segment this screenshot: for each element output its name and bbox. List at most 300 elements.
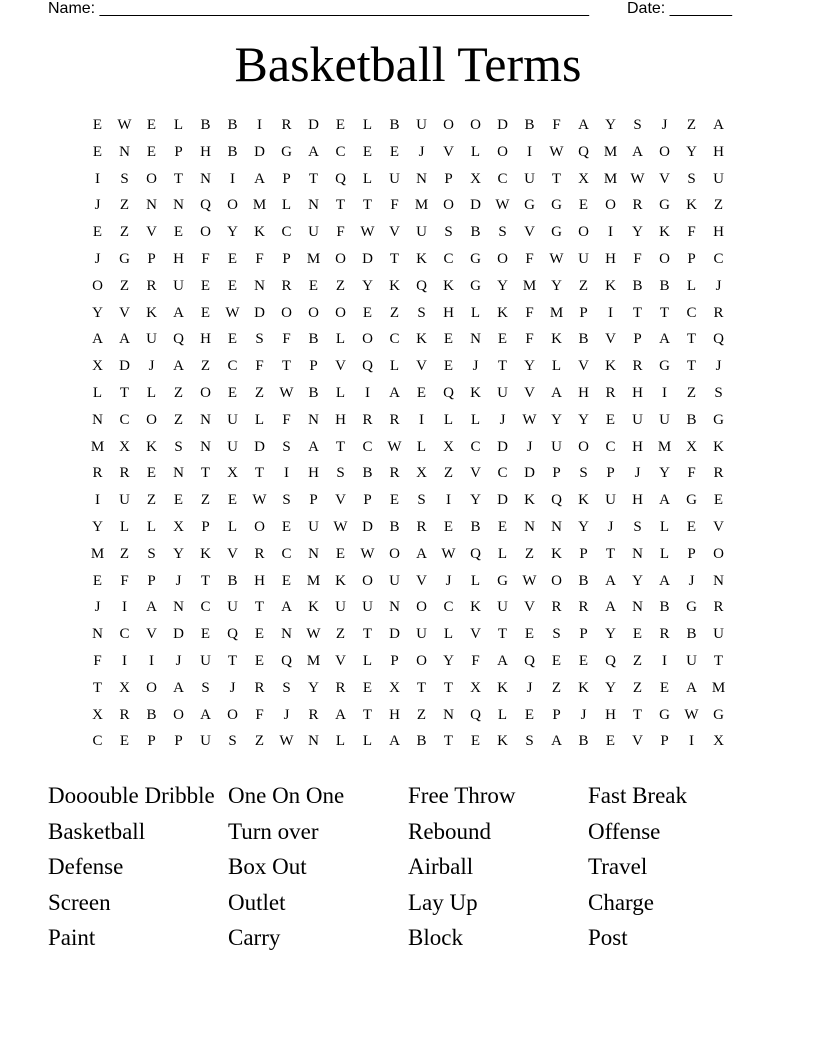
grid-letter: P — [552, 465, 561, 482]
grid-letter: V — [470, 626, 481, 643]
grid-letter: N — [254, 277, 265, 294]
grid-letter: O — [200, 384, 211, 401]
grid-letter: E — [524, 706, 535, 723]
grid-letter: I — [689, 733, 694, 750]
grid-letter: A — [551, 384, 562, 401]
grid-letter: E — [605, 733, 616, 750]
grid-letter: P — [282, 170, 291, 187]
grid-letter: O — [443, 197, 454, 214]
grid-letter: L — [443, 411, 454, 428]
grid-letter: I — [446, 492, 451, 509]
grid-letter: O — [416, 652, 427, 669]
grid-letter: T — [200, 572, 211, 589]
grid-letter: H — [632, 384, 643, 401]
grid-letter: Q — [578, 143, 589, 160]
grid-letter: R — [362, 411, 373, 428]
grid-letter: P — [633, 331, 642, 348]
grid-letter: R — [281, 117, 292, 133]
grid-letter: E — [308, 277, 319, 294]
grid-letter: E — [227, 250, 238, 267]
grid-letter: E — [92, 572, 103, 589]
grid-letter: B — [389, 518, 400, 535]
grid-letter: S — [525, 733, 534, 750]
grid-letter: U — [146, 331, 157, 348]
grid-letter: L — [362, 117, 373, 133]
grid-letter: L — [92, 384, 103, 401]
grid-letter: Z — [551, 679, 562, 696]
grid-letter: E — [92, 143, 103, 160]
grid-letter: A — [308, 143, 319, 160]
grid-letter: N — [200, 411, 211, 428]
grid-letter: U — [497, 599, 508, 616]
grid-letter: T — [362, 197, 373, 214]
grid-letter: F — [93, 652, 102, 669]
grid-letter: C — [497, 465, 508, 482]
grid-letter: R — [92, 465, 103, 482]
date-field-label: Date: _______ — [627, 0, 732, 17]
grid-letter: I — [149, 652, 154, 669]
grid-row — [84, 273, 732, 300]
grid-letter: W — [117, 117, 132, 133]
grid-row — [84, 541, 732, 568]
grid-letter: W — [522, 572, 537, 589]
grid-letter: J — [526, 679, 533, 696]
grid-letter: B — [659, 277, 670, 294]
grid-letter: Z — [146, 492, 157, 509]
grid-letter: W — [549, 250, 564, 267]
grid-letter: U — [713, 626, 724, 643]
grid-letter: E — [497, 518, 508, 535]
grid-letter: S — [498, 224, 507, 241]
grid-letter: P — [363, 492, 372, 509]
grid-letter: A — [389, 733, 400, 750]
grid-letter: U — [416, 224, 427, 241]
grid-letter: T — [551, 170, 562, 187]
grid-letter: J — [661, 117, 668, 133]
grid-letter: X — [470, 170, 481, 187]
grid-letter: X — [470, 679, 481, 696]
grid-letter: H — [335, 411, 346, 428]
grid-letter: K — [146, 438, 157, 455]
grid-letter: B — [146, 706, 157, 723]
grid-row — [84, 166, 732, 193]
grid-letter: P — [309, 358, 318, 375]
grid-letter: I — [365, 384, 370, 401]
grid-row — [84, 326, 732, 353]
grid-letter: D — [254, 143, 265, 160]
grid-letter: A — [659, 572, 670, 589]
grid-letter: G — [119, 250, 130, 267]
grid-letter: X — [416, 465, 427, 482]
grid-letter: O — [659, 143, 670, 160]
grid-letter: R — [605, 384, 616, 401]
grid-letter: T — [335, 438, 346, 455]
grid-letter: Y — [605, 679, 616, 696]
grid-letter: E — [146, 143, 157, 160]
grid-letter: R — [713, 304, 724, 321]
grid-letter: O — [146, 170, 157, 187]
grid-letter: R — [119, 706, 130, 723]
grid-letter: V — [119, 304, 130, 321]
grid-letter: E — [416, 384, 427, 401]
grid-letter: Y — [227, 224, 238, 241]
grid-letter: H — [173, 250, 184, 267]
grid-letter: G — [470, 250, 481, 267]
grid-letter: O — [146, 679, 157, 696]
word-bank-item: Screen — [48, 889, 111, 915]
grid-letter: O — [173, 706, 184, 723]
grid-letter: A — [605, 599, 616, 616]
grid-letter: T — [362, 626, 373, 643]
grid-letter: H — [254, 572, 265, 589]
grid-letter: Y — [686, 143, 697, 160]
grid-letter: K — [416, 331, 427, 348]
grid-letter: Y — [308, 679, 319, 696]
grid-letter: N — [389, 599, 400, 616]
grid-letter: T — [632, 304, 643, 321]
grid-letter: S — [174, 438, 183, 455]
grid-letter: Q — [713, 331, 724, 348]
grid-letter: F — [525, 304, 534, 321]
grid-letter: F — [633, 250, 642, 267]
grid-row — [84, 728, 732, 755]
grid-letter: F — [525, 331, 534, 348]
grid-letter: R — [632, 197, 643, 214]
grid-letter: U — [308, 224, 319, 241]
grid-letter: O — [497, 143, 508, 160]
grid-letter: E — [335, 117, 346, 133]
grid-letter: Y — [632, 572, 643, 589]
grid-letter: N — [308, 733, 319, 750]
grid-letter: P — [309, 492, 318, 509]
grid-letter: X — [119, 438, 130, 455]
grid-letter: V — [524, 224, 535, 241]
grid-letter: A — [119, 331, 130, 348]
grid-letter: N — [146, 197, 157, 214]
grid-letter: L — [470, 143, 481, 160]
grid-letter: K — [578, 679, 589, 696]
grid-letter: A — [281, 599, 292, 616]
grid-letter: U — [605, 492, 616, 509]
grid-letter: J — [634, 465, 641, 482]
grid-letter: K — [389, 277, 400, 294]
grid-letter: T — [308, 170, 319, 187]
grid-letter: T — [335, 197, 346, 214]
grid-letter: T — [497, 626, 508, 643]
grid-letter: C — [200, 599, 211, 616]
grid-letter: E — [254, 652, 265, 669]
grid-letter: C — [470, 438, 481, 455]
grid-letter: J — [499, 411, 506, 428]
grid-letter: A — [173, 679, 184, 696]
grid-letter: O — [254, 518, 265, 535]
grid-letter: K — [470, 384, 481, 401]
grid-letter: A — [254, 170, 265, 187]
grid-letter: O — [443, 117, 454, 133]
grid-row — [84, 621, 732, 648]
grid-letter: C — [686, 304, 697, 321]
grid-letter: D — [524, 465, 535, 482]
grid-letter: J — [472, 358, 479, 375]
grid-letter: H — [605, 250, 616, 267]
grid-letter: B — [416, 733, 427, 750]
grid-letter: O — [335, 304, 346, 321]
word-bank-item: Carry — [228, 925, 281, 950]
grid-letter: M — [90, 545, 105, 562]
grid-letter: B — [686, 411, 697, 428]
grid-letter: T — [227, 652, 238, 669]
grid-letter: A — [416, 545, 427, 562]
grid-letter: C — [443, 250, 454, 267]
grid-letter: H — [200, 143, 211, 160]
grid-letter: S — [633, 518, 642, 535]
grid-letter: E — [443, 358, 454, 375]
grid-letter: H — [605, 706, 616, 723]
grid-letter: T — [254, 465, 265, 482]
grid-letter: O — [281, 304, 292, 321]
grid-letter: O — [335, 250, 346, 267]
word-bank-item: Travel — [588, 854, 648, 879]
grid-letter: W — [360, 224, 375, 241]
grid-letter: Y — [362, 277, 373, 294]
grid-letter: F — [282, 411, 291, 428]
grid-letter: N — [416, 170, 427, 187]
grid-letter: S — [282, 679, 291, 696]
grid-letter: U — [497, 384, 508, 401]
grid-letter: H — [713, 143, 724, 160]
grid-letter: K — [200, 545, 211, 562]
grid-letter: J — [445, 572, 452, 589]
grid-letter: G — [686, 599, 697, 616]
grid-letter: A — [659, 331, 670, 348]
word-bank-item: One On One — [228, 783, 345, 808]
grid-letter: E — [92, 117, 103, 133]
grid-letter: B — [659, 599, 670, 616]
grid-letter: O — [227, 197, 238, 214]
grid-letter: B — [578, 572, 589, 589]
word-bank-item: Post — [588, 925, 628, 950]
grid-letter: A — [605, 572, 616, 589]
grid-letter: T — [443, 679, 454, 696]
grid-letter: U — [335, 599, 346, 616]
grid-letter: E — [200, 304, 211, 321]
grid-letter: O — [200, 224, 211, 241]
grid-letter: Z — [254, 384, 265, 401]
grid-letter: Q — [281, 652, 292, 669]
grid-letter: J — [94, 197, 101, 214]
grid-letter: C — [92, 733, 103, 750]
grid-letter: I — [95, 492, 100, 509]
grid-letter: E — [227, 331, 238, 348]
word-bank — [48, 780, 768, 958]
grid-letter: L — [470, 304, 481, 321]
grid-letter: P — [687, 250, 696, 267]
grid-letter: F — [687, 224, 696, 241]
grid-letter: Q — [200, 197, 211, 214]
grid-letter: Z — [524, 545, 535, 562]
grid-letter: M — [711, 679, 726, 696]
grid-letter: N — [470, 331, 481, 348]
grid-letter: N — [200, 170, 211, 187]
grid-row — [84, 648, 732, 675]
grid-letter: D — [173, 626, 184, 643]
grid-letter: Y — [173, 545, 184, 562]
grid-letter: B — [227, 572, 238, 589]
grid-letter: T — [632, 706, 643, 723]
grid-letter: S — [228, 733, 237, 750]
grid-letter: K — [443, 277, 454, 294]
grid-letter: A — [497, 652, 508, 669]
grid-letter: I — [95, 170, 100, 187]
grid-letter: B — [470, 518, 481, 535]
grid-letter: Z — [713, 197, 724, 214]
grid-letter: U — [416, 117, 427, 133]
grid-letter: K — [308, 599, 319, 616]
grid-letter: O — [227, 706, 238, 723]
grid-letter: F — [687, 465, 696, 482]
grid-letter: K — [551, 545, 562, 562]
grid-letter: B — [200, 117, 211, 133]
grid-letter: R — [146, 277, 157, 294]
grid-letter: P — [147, 250, 156, 267]
grid-letter: O — [92, 277, 103, 294]
grid-letter: B — [578, 733, 589, 750]
grid-letter: T — [92, 679, 103, 696]
grid-letter: K — [659, 224, 670, 241]
grid-letter: J — [175, 652, 182, 669]
grid-letter: B — [389, 117, 400, 133]
grid-letter: H — [632, 492, 643, 509]
grid-letter: L — [470, 572, 481, 589]
grid-letter: I — [284, 465, 289, 482]
grid-letter: N — [443, 706, 454, 723]
grid-letter: Q — [227, 626, 238, 643]
grid-letter: E — [551, 652, 562, 669]
grid-letter: E — [389, 492, 400, 509]
grid-letter: K — [497, 304, 508, 321]
grid-letter: N — [632, 545, 643, 562]
grid-letter: A — [578, 117, 589, 133]
grid-letter: U — [659, 411, 670, 428]
grid-letter: X — [686, 438, 697, 455]
grid-letter: L — [362, 733, 373, 750]
grid-letter: L — [497, 545, 508, 562]
word-bank-item: Offense — [588, 818, 661, 844]
grid-letter: T — [443, 733, 454, 750]
grid-letter: N — [173, 599, 184, 616]
grid-letter: Z — [200, 358, 211, 375]
grid-letter: Q — [470, 545, 481, 562]
grid-letter: X — [713, 733, 724, 750]
grid-letter: F — [255, 706, 264, 723]
grid-letter: U — [200, 652, 211, 669]
grid-letter: U — [713, 170, 724, 187]
grid-letter: Y — [551, 277, 562, 294]
grid-letter: Z — [632, 652, 643, 669]
grid-letter: F — [336, 224, 345, 241]
grid-letter: Z — [200, 492, 211, 509]
grid-letter: W — [360, 545, 375, 562]
grid-letter: H — [200, 331, 211, 348]
grid-row — [84, 702, 732, 729]
grid-letter: V — [605, 331, 616, 348]
grid-letter: T — [497, 358, 508, 375]
grid-letter: G — [281, 143, 292, 160]
grid-letter: R — [389, 411, 400, 428]
grid-letter: Y — [605, 117, 616, 133]
grid-letter: E — [470, 733, 481, 750]
grid-letter: H — [578, 384, 589, 401]
grid-letter: D — [254, 304, 265, 321]
grid-letter: S — [417, 304, 426, 321]
grid-letter: O — [308, 304, 319, 321]
grid-letter: U — [551, 438, 562, 455]
grid-letter: N — [551, 518, 562, 535]
grid-letter: Z — [119, 545, 130, 562]
grid-letter: D — [497, 492, 508, 509]
grid-row — [84, 192, 732, 219]
grid-letter: R — [713, 599, 724, 616]
grid-letter: I — [527, 143, 532, 160]
grid-letter: E — [281, 518, 292, 535]
grid-letter: E — [713, 492, 724, 509]
grid-letter: S — [120, 170, 129, 187]
grid-letter: Y — [524, 358, 535, 375]
grid-letter: U — [308, 518, 319, 535]
grid-letter: U — [524, 170, 535, 187]
grid-letter: D — [119, 358, 130, 375]
grid-letter: T — [713, 652, 724, 669]
grid-row — [84, 675, 732, 702]
word-bank-item: Block — [408, 925, 463, 950]
grid-letter: A — [308, 438, 319, 455]
grid-letter: U — [416, 626, 427, 643]
grid-letter: C — [713, 250, 724, 267]
grid-letter: O — [578, 224, 589, 241]
grid-letter: T — [119, 384, 130, 401]
grid-letter: O — [713, 545, 724, 562]
grid-letter: B — [308, 331, 319, 348]
grid-letter: K — [416, 250, 427, 267]
grid-letter: W — [441, 545, 456, 562]
grid-letter: T — [416, 679, 427, 696]
grid-row — [84, 434, 732, 461]
grid-letter: B — [308, 384, 319, 401]
grid-letter: S — [201, 679, 210, 696]
grid-letter: L — [470, 411, 481, 428]
grid-letter: N — [119, 143, 130, 160]
grid-letter: V — [524, 599, 535, 616]
grid-row — [84, 407, 732, 434]
grid-letter: L — [659, 545, 670, 562]
grid-letter: F — [120, 572, 129, 589]
grid-letter: T — [173, 170, 184, 187]
grid-row — [84, 112, 732, 139]
grid-letter: G — [713, 706, 724, 723]
grid-letter: E — [281, 572, 292, 589]
grid-letter: N — [173, 197, 184, 214]
grid-letter: N — [92, 411, 103, 428]
grid-letter: A — [173, 358, 184, 375]
grid-letter: A — [92, 331, 103, 348]
grid-letter: I — [608, 304, 613, 321]
word-search-grid — [84, 112, 732, 755]
grid-letter: N — [308, 545, 319, 562]
grid-letter: B — [362, 465, 373, 482]
grid-letter: M — [306, 652, 321, 669]
grid-letter: E — [200, 626, 211, 643]
grid-letter: Y — [605, 626, 616, 643]
